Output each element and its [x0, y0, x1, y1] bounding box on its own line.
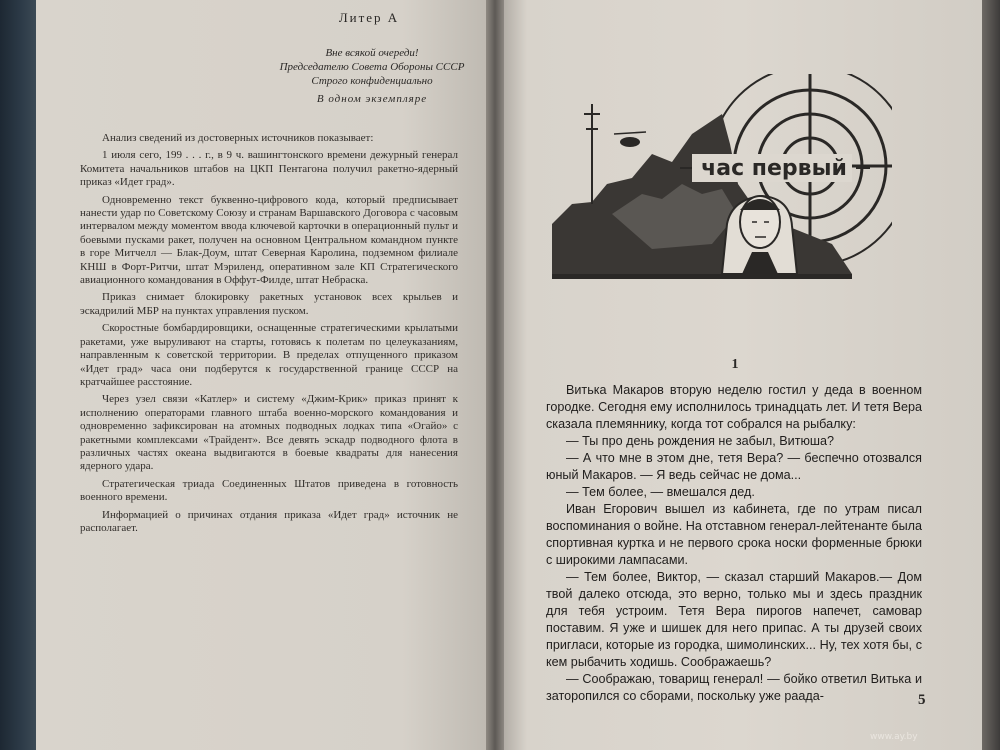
book-gutter: [486, 0, 504, 750]
page-edge: [982, 0, 1000, 750]
copy-note: В одном экземпляре: [316, 93, 428, 105]
paragraph: Приказ снимает блокировку ракетных установок всех крыльев и эскадрилий МБР на пунктах управления пуском.: [80, 291, 458, 317]
chapter-number: 1: [731, 357, 739, 372]
right-page-body: [546, 382, 922, 705]
book-cover-edge: [0, 0, 36, 750]
paragraph: Стратегическая триада Соединенных Штатов приведена в готовность военного времени.: [80, 477, 458, 504]
header-line: Вне всякой очереди!: [325, 47, 419, 59]
document-header: [254, 46, 490, 88]
paragraph: Анализ сведений из достоверных источников показывает:: [102, 132, 374, 144]
helicopter-icon: [614, 132, 646, 147]
left-page-body: [80, 132, 458, 539]
paragraph: Одновременно текст буквенно-цифрового кода, который предписывает нанести удар по Советскому Союзу и странам Варшавского Договора с часовым интервалом между моментом ввода ключевой карточки в операционный пульт и боевыми пусками ракет, получен на основном Центральном командном пункте в горе Митчелл — Блак-Доум, штат Северная Каролина, подземном филиале КНШ в Форт-Ритчи, штат Мэриленд, оперативном зале КП Стратегического авиационного командования в Оффут-Филде, штат Небраска.: [80, 193, 458, 287]
paragraph: Витька Макаров вторую неделю гостил у деда в военном городке. Сегодня ему исполнилось тринадцать лет. И тетя Вера сказала племяннику, когда тот собрался на рыбалку:: [546, 383, 922, 431]
document-title: Литер А: [338, 10, 400, 25]
paragraph: — А что мне в этом дне, тетя Вера? — беспечно отозвался юный Макаров. — Я ведь сейчас не дома...: [546, 451, 922, 482]
paragraph: — Тем более, Виктор, — сказал старший Макаров.— Дом твой далеко отсюда, это верно, только мы и здесь праздник для тебя устроим. Тетя Вера пирогов напечет, самовар поставим. Я уже и шишек для него припас. А ты друзей своих пригласи, которые из городка, шимолинских... Ну, тех хотя бы, с кем рыбачить ходишь. Соображаешь?: [546, 570, 922, 669]
paragraph: Иван Егорович вышел из кабинета, где по утрам писал воспоминания о войне. На отставном генерал-лейтенанте была спортивная куртка и не первого срока носки форменные брюки с широкими лампасами.: [546, 502, 922, 567]
header-line: Председателю Совета Обороны СССР: [279, 61, 465, 73]
paragraph: Информацией о причинах отдания приказа «Идет град» источник не располагает.: [80, 508, 458, 534]
header-line: Строго конфиденциально: [311, 75, 433, 87]
paragraph: Скоростные бомбардировщики, оснащенные стратегическими крылатыми ракетами, уже выруливают на старты, готовясь к полетам по целеуказаниям, направленным к советской территории. В пределах отпущенного приказом «Идет град» часа они подберутся к государственной границе СССР на кратчайшее расстояние.: [80, 322, 458, 388]
illustration-caption: час первый: [701, 156, 847, 181]
paragraph: — Соображаю, товарищ генерал! — бойко ответил Витька и заторопился со сборами, поскольку уже раада-: [546, 672, 922, 703]
paragraph: — Ты про день рождения не забыл, Витюша?: [566, 434, 835, 448]
chapter-illustration: [552, 74, 892, 284]
watermark: www.ay.by: [870, 732, 918, 742]
paragraph: — Тем более, — вмешался дед.: [566, 485, 755, 499]
paragraph: Через узел связи «Катлер» и систему «Джим-Крик» приказ принят к исполнению операторами главного штаба военно-морского командования и одновременно зафиксирован на атомных подводных лодках типа «Огайо» с ракетными комплексами «Трайдент». Все девять эскадр подводного флота в различных частях океана выдвигаются в боевые квадраты для нанесения ядерного удара.: [80, 393, 458, 473]
paragraph: 1 июля сего, 199 . . . г., в 9 ч. вашингтонского времени дежурный генерал Комитета начальников штабов на ЦКП Пентагона получил ракетно-ядерный приказ «Идет град».: [80, 149, 458, 189]
page-number: 5: [918, 692, 926, 708]
radio-tower-icon: [584, 104, 600, 204]
